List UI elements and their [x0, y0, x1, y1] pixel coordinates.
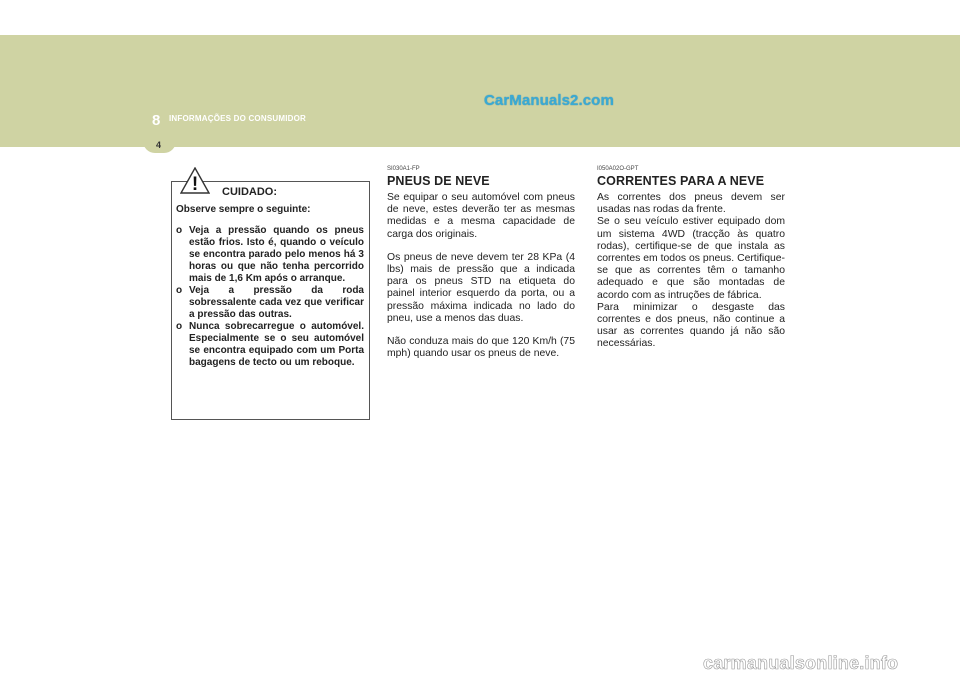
caution-item-text: Veja a pressão da roda sobressalente cada vez que verificar a pressão das outras.: [189, 285, 364, 320]
paragraph: Para minimizar o desgaste das correntes e dos pneus, não continue a usar as correntes quando já não são necessárias.: [597, 301, 785, 350]
section-code: SI030A1-FP: [387, 166, 420, 172]
chapter-title: INFORMAÇÕES DO CONSUMIDOR: [169, 114, 306, 123]
paragraph: Os pneus de neve devem ter 28 KPa (4 lbs) mais de pressão que a indicada para os pneus STD na etiqueta do painel interior esquerdo da porta, ou a pressão máxima indicada no lado do pneu, use a menos das duas.: [387, 251, 575, 324]
warning-symbol: !: [191, 174, 199, 194]
caution-item: [176, 285, 364, 321]
caution-item: [176, 225, 364, 285]
section-title: PNEUS DE NEVE: [387, 174, 490, 188]
paragraph: Não conduza mais do que 120 Km/h (75 mph) quando usar os pneus de neve.: [387, 336, 575, 360]
section-title: CORRENTES PARA A NEVE: [597, 174, 765, 188]
bullet: o: [176, 321, 183, 332]
caution-item: [176, 321, 364, 369]
paragraph: Se equipar o seu automóvel com pneus de neve, estes deverão ter as mesmas medidas e a mesma capacidade de carga dos originais.: [387, 192, 575, 240]
section-code: I050A02O-GPT: [597, 166, 639, 172]
paragraph: As correntes dos pneus devem ser usadas nas rodas da frente.: [597, 192, 785, 216]
bullet: o: [176, 225, 183, 236]
paragraph: Se o seu veículo estiver equipado dom um sistema 4WD (tracção às quatro rodas), certifique-se de que instala as correntes em todos os pneus. Certifique-se que as correntes têm o tamanho adequado e que são montadas de acordo com as intruções de fábrica.: [597, 216, 785, 301]
site-watermark-link[interactable]: CarManuals2.com: [484, 92, 614, 109]
caution-intro: Observe sempre o seguinte:: [176, 204, 311, 215]
caution-title: CUIDADO:: [222, 186, 277, 198]
snow-chains-section: [597, 165, 785, 351]
caution-item-text: Veja a pressão quando os pneus estão frios. Isto é, quando o veículo se encontra parado pelo menos há 3 horas ou que não tenha percorrido mais de 1,6 Km após o arranque.: [189, 225, 364, 284]
caution-item-text: Nunca sobrecarregue o automóvel. Especialmente se o seu automóvel se encontra equipado com um Porta bagagens de tecto ou um reboque.: [189, 321, 364, 368]
chapter-number: 8: [152, 112, 161, 129]
header-band: [0, 35, 960, 147]
footer-watermark-link[interactable]: carmanualsonline.info: [703, 653, 899, 673]
bullet: o: [176, 285, 183, 296]
caution-list: [176, 225, 364, 369]
warning-triangle-icon: [180, 167, 210, 194]
page-number: 4: [156, 140, 162, 150]
snow-tires-section: [387, 165, 575, 371]
